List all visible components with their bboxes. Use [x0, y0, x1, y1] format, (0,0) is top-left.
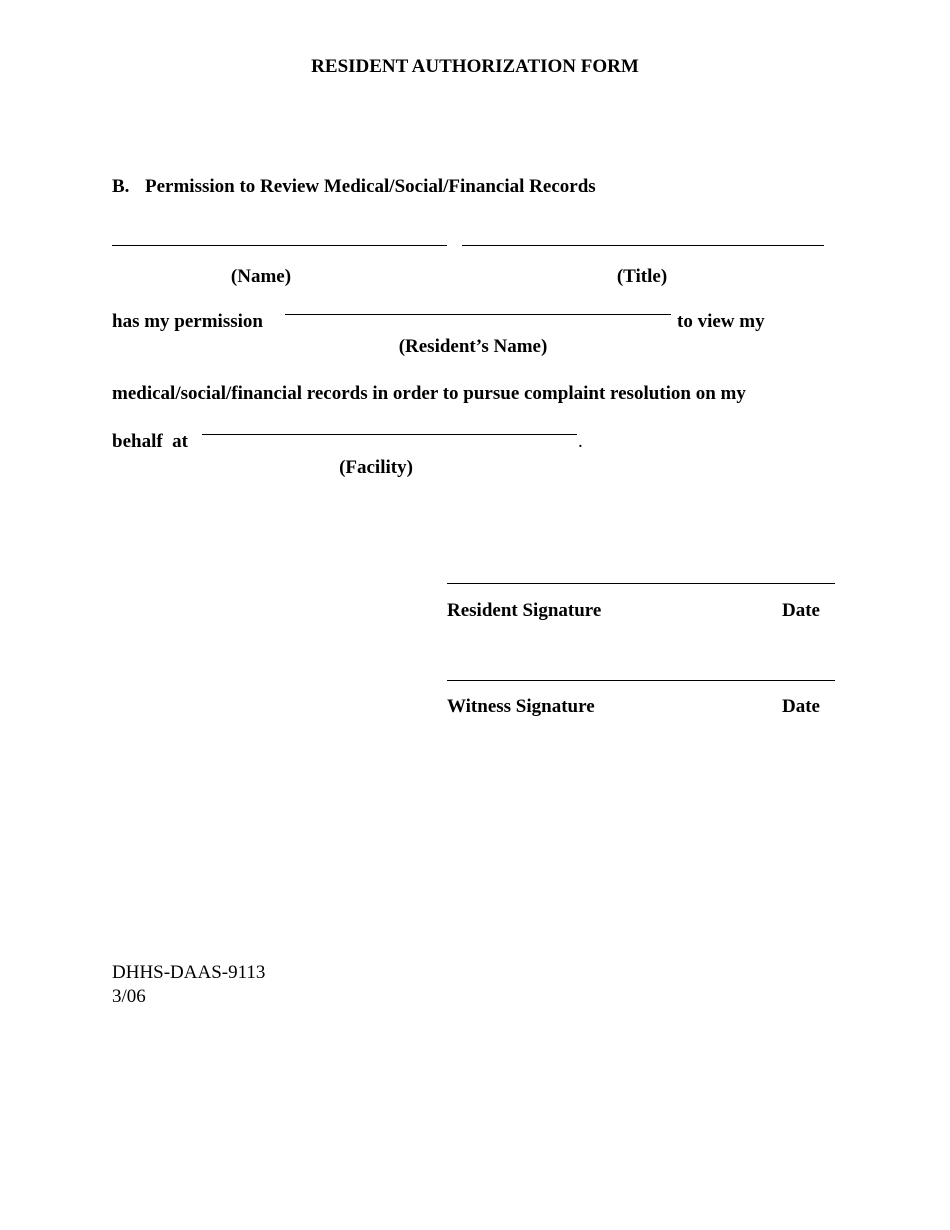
section-title: Permission to Review Medical/Social/Financial Records — [145, 176, 596, 197]
form-number: DHHS-DAAS-9113 — [112, 962, 266, 983]
period: . — [578, 431, 583, 452]
resident-date-label: Date — [782, 600, 820, 621]
witness-signature-label: Witness Signature — [447, 696, 595, 717]
resident-name-field-line[interactable] — [285, 314, 671, 315]
section-letter: B. — [112, 176, 130, 197]
behalf-text: behalf at — [112, 431, 188, 452]
witness-date-label: Date — [782, 696, 820, 717]
title-label: (Title) — [616, 266, 668, 287]
form-title: RESIDENT AUTHORIZATION FORM — [311, 56, 639, 77]
permission-text: has my permission — [112, 311, 263, 332]
facility-field-line[interactable] — [202, 434, 577, 435]
form-date: 3/06 — [112, 986, 146, 1007]
resident-name-label: (Resident’s Name) — [398, 336, 548, 357]
name-field-line[interactable] — [112, 245, 447, 246]
facility-label: (Facility) — [339, 457, 413, 478]
resident-signature-label: Resident Signature — [447, 600, 602, 621]
records-text: medical/social/financial records in order to pursue complaint resolution on my — [112, 383, 746, 404]
resident-signature-line[interactable] — [447, 583, 835, 584]
title-field-line[interactable] — [462, 245, 824, 246]
witness-signature-line[interactable] — [447, 680, 835, 681]
to-view-text: to view my — [677, 311, 765, 332]
section-heading — [112, 176, 596, 198]
name-label: (Name) — [230, 266, 292, 287]
